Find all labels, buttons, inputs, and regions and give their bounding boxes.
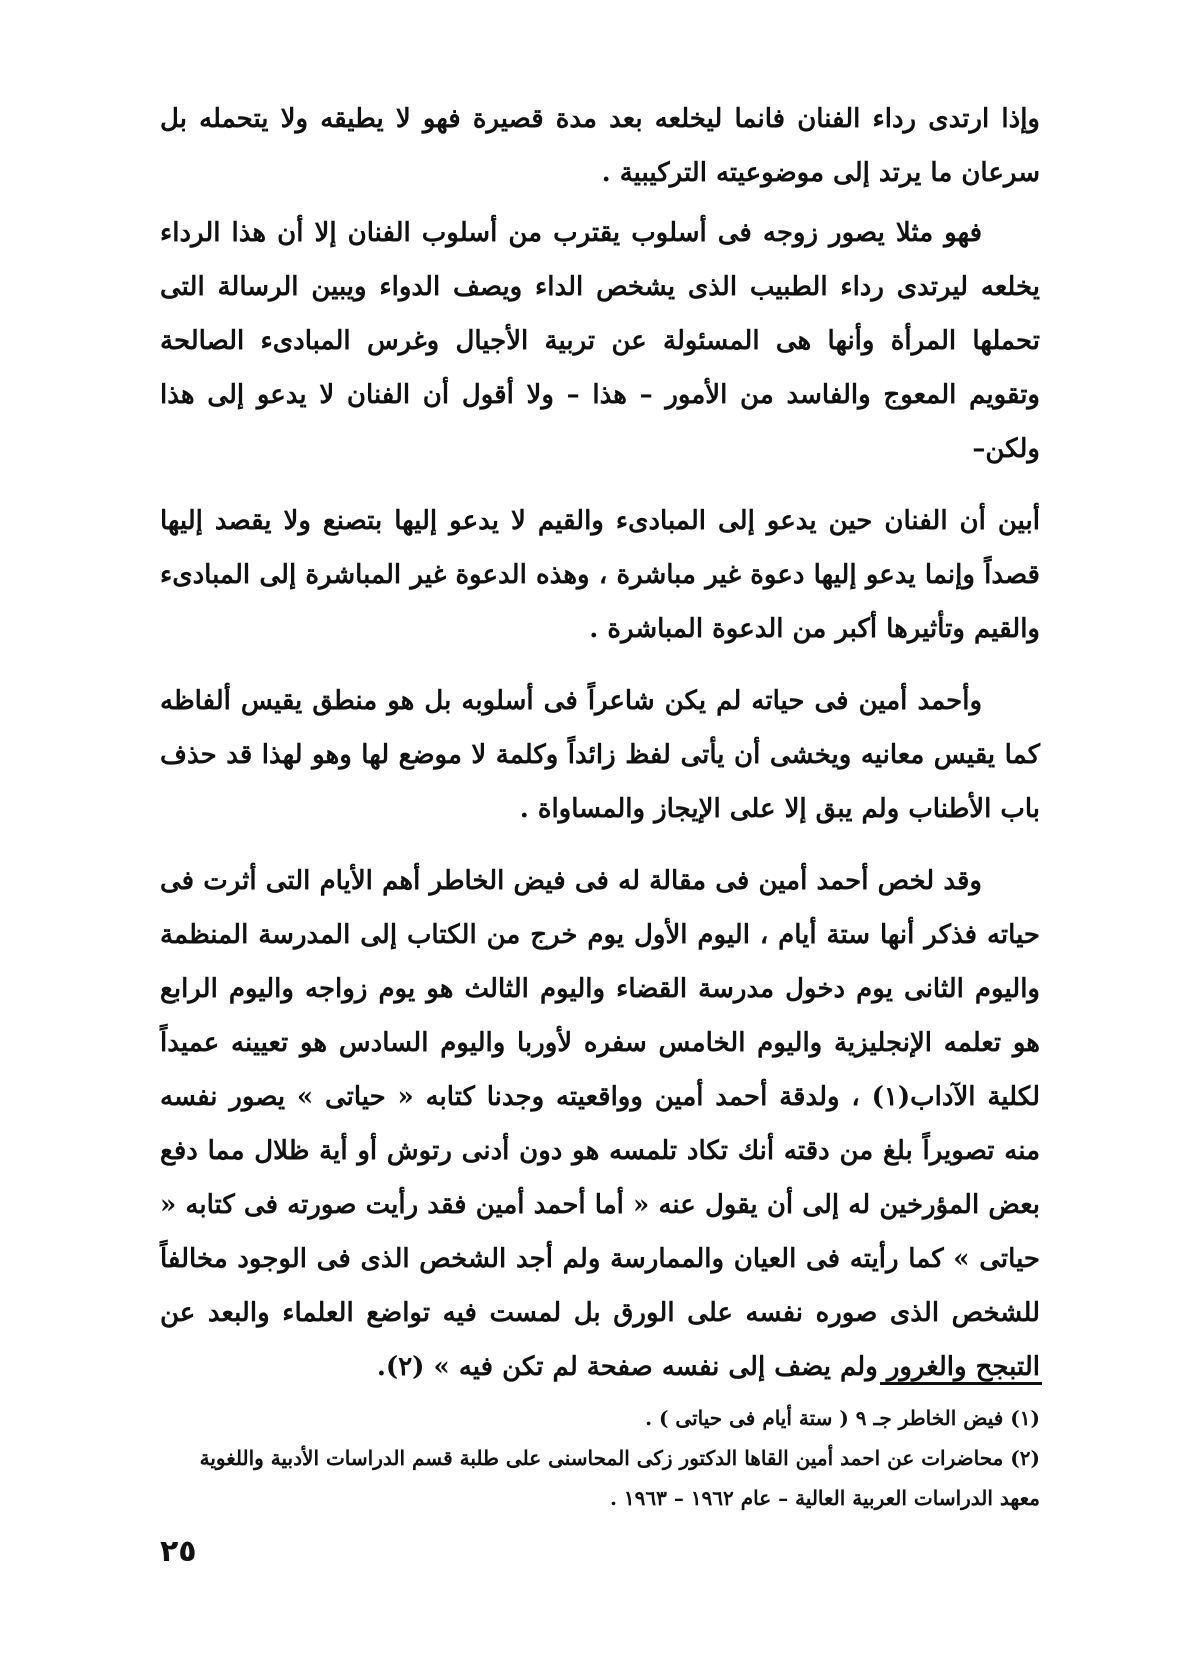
body-text (160, 92, 1040, 1394)
paragraph-1: وإذا ارتدى رداء الفنان فانما ليخلعه بعد مدة قصيرة فهو لا يطيقه ولا يتحمله بل سرعان ما يرتد إلى موضوعيته التركيبية . (160, 104, 1040, 188)
paragraph-2: فهو مثلا يصور زوجه فى أسلوب يقترب من أسلوب الفنان إلا أن هذا الرداء يخلعه ليرتدى رداء الطبيب الذى يشخص الداء ويصف الدواء ويبين الرسالة التى تحملها المرأة وأنها هى المسئولة عن تربية الأجيال وغرس المبادىء الصالحة وتقويم المعوج والفاسد من الأمور – هذا – ولا أقول أن الفنان لا يدعو إلى هذا ولكن– (160, 218, 1040, 464)
paragraph-4: وأحمد أمين فى حياته لم يكن شاعراً فى أسلوبه بل هو منطق يقيس ألفاظه كما يقيس معانيه ويخشى أن يأتى لفظ زائداً وكلمة لا موضع لها وهو لهذا قد حذف باب الأطناب ولم يبق إلا على الإيجاز والمساواة . (160, 686, 1041, 824)
footnote-2-continued: معهد الدراسات العربية العالية – عام ١٩٦٢ – ١٩٦٣ . (609, 1486, 1040, 1510)
footnotes (150, 1398, 1040, 1518)
page-number: ٢٥ (160, 1534, 197, 1569)
footnote-1: (١) فيض الخاطر جـ ٩ ( ستة أيام فى حياتى ) . (645, 1406, 1040, 1430)
paragraph-3: أبين أن الفنان حين يدعو إلى المبادىء والقيم لا يدعو إليها بتصنع ولا يقصد إليها قصداً وإنما يدعو إليها دعوة غير مباشرة ، وهذه الدعوة غير المباشرة إلى المبادىء والقيم وتأثيرها أكبر من الدعوة المباشرة . (160, 506, 1040, 644)
paragraph-5: وقد لخص أحمد أمين فى مقالة له فى فيض الخاطر أهم الأيام التى أثرت فى حياته فذكر أنها ستة أيام ، اليوم الأول يوم خرج من الكتاب إلى المدرسة المنظمة واليوم الثانى يوم دخول مدرسة القضاء واليوم الثالث هو يوم زواجه واليوم الرابع هو تعلمه الإنجليزية واليوم الخامس سفره لأوربا واليوم السادس هو تعيينه عميداً لكلية الآداب(١) ، ولدقة أحمد أمين وواقعيته وجدنا كتابه « حياتى » يصور نفسه منه تصويراً بلغ من دقته أنك تكاد تلمسه هو دون أدنى رتوش أو أية ظلال مما دفع بعض المؤرخين له إلى أن يقول عنه « أما أحمد أمين فقد رأيت صورته فى كتابه « حياتى » كما رأيته فى العيان والممارسة ولم أجد الشخص الذى فى الوجود مخالفاً للشخص الذى صوره نفسه على الورق بل لمست فيه تواضع العلماء والبعد عن التبجح والغرور ولم يضف إلى نفسه صفحة لم تكن فيه » (٢). (160, 866, 1040, 1382)
footnote-divider (880, 1382, 1042, 1385)
footnote-2: (٢) محاضرات عن احمد أمين القاها الدكتور زكى المحاسنى على طلبة قسم الدراسات الأدبية واللغوية (199, 1446, 1040, 1470)
